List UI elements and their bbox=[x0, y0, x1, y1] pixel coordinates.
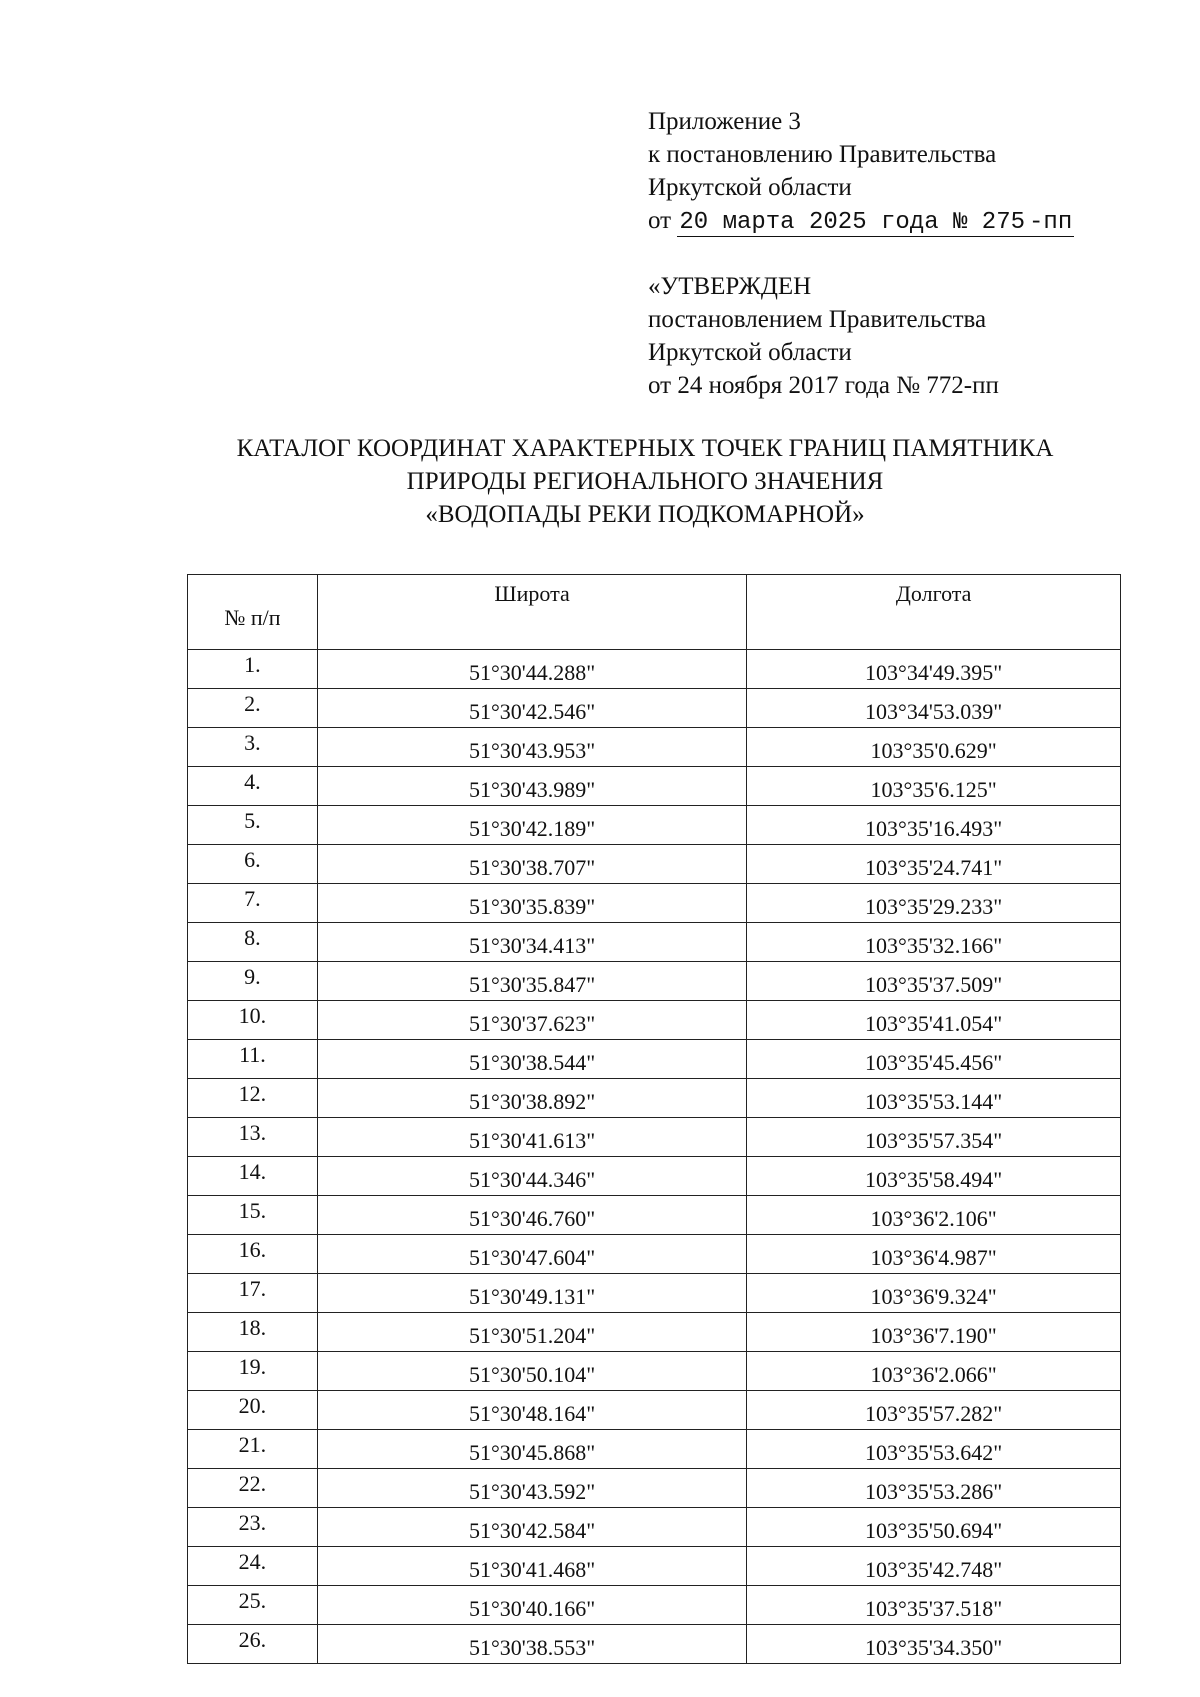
row-number: 17. bbox=[188, 1274, 318, 1313]
row-number: 12. bbox=[188, 1079, 318, 1118]
row-number: 10. bbox=[188, 1001, 318, 1040]
row-latitude: 51°30'42.546" bbox=[317, 689, 747, 728]
row-latitude: 51°30'37.623" bbox=[317, 1001, 747, 1040]
table-row bbox=[188, 1352, 1121, 1391]
row-latitude: 51°30'41.613" bbox=[317, 1118, 747, 1157]
row-longitude: 103°35'32.166" bbox=[747, 923, 1121, 962]
table-row bbox=[188, 806, 1121, 845]
row-latitude: 51°30'44.288" bbox=[317, 650, 747, 689]
title-line-2: ПРИРОДЫ РЕГИОНАЛЬНОГО ЗНАЧЕНИЯ bbox=[406, 468, 884, 495]
row-latitude: 51°30'42.584" bbox=[317, 1508, 747, 1547]
table-row bbox=[188, 1508, 1121, 1547]
row-number: 26. bbox=[188, 1625, 318, 1664]
approval-reference: постановлением Правительства bbox=[648, 306, 987, 333]
table-row bbox=[188, 1274, 1121, 1313]
table-row bbox=[188, 1625, 1121, 1664]
row-number: 16. bbox=[188, 1235, 318, 1274]
row-number: 6. bbox=[188, 845, 318, 884]
row-number: 11. bbox=[188, 1040, 318, 1079]
row-longitude: 103°36'4.987" bbox=[747, 1235, 1121, 1274]
table-row bbox=[188, 1430, 1121, 1469]
table-row bbox=[188, 1586, 1121, 1625]
row-longitude: 103°35'24.741" bbox=[747, 845, 1121, 884]
table-row bbox=[188, 650, 1121, 689]
row-longitude: 103°35'37.509" bbox=[747, 962, 1121, 1001]
table-row bbox=[188, 689, 1121, 728]
row-number: 1. bbox=[188, 650, 318, 689]
table-row bbox=[188, 1547, 1121, 1586]
table-row bbox=[188, 884, 1121, 923]
annex-date-line bbox=[648, 204, 1074, 239]
table-row bbox=[188, 1118, 1121, 1157]
approval-region: Иркутской области bbox=[648, 339, 852, 366]
row-number: 20. bbox=[188, 1391, 318, 1430]
annex-date-suffix: -пп bbox=[1029, 209, 1073, 236]
row-longitude: 103°35'45.456" bbox=[747, 1040, 1121, 1079]
row-latitude: 51°30'38.544" bbox=[317, 1040, 747, 1079]
title-line-1: КАТАЛОГ КООРДИНАТ ХАРАКТЕРНЫХ ТОЧЕК ГРАНИЦ ПАМЯТНИКА bbox=[236, 435, 1054, 462]
row-latitude: 51°30'44.346" bbox=[317, 1157, 747, 1196]
approval-date: от 24 ноября 2017 года № 772-пп bbox=[648, 372, 999, 399]
row-latitude: 51°30'46.760" bbox=[317, 1196, 747, 1235]
row-number: 15. bbox=[188, 1196, 318, 1235]
row-latitude: 51°30'43.989" bbox=[317, 767, 747, 806]
row-longitude: 103°35'57.354" bbox=[747, 1118, 1121, 1157]
row-latitude: 51°30'35.847" bbox=[317, 962, 747, 1001]
row-latitude: 51°30'43.953" bbox=[317, 728, 747, 767]
row-longitude: 103°35'41.054" bbox=[747, 1001, 1121, 1040]
row-longitude: 103°35'37.518" bbox=[747, 1586, 1121, 1625]
row-longitude: 103°35'53.286" bbox=[747, 1469, 1121, 1508]
approval-heading: «УТВЕРЖДЕН bbox=[648, 273, 812, 300]
row-longitude: 103°35'29.233" bbox=[747, 884, 1121, 923]
row-latitude: 51°30'38.707" bbox=[317, 845, 747, 884]
row-number: 9. bbox=[188, 962, 318, 1001]
header-latitude: Широта bbox=[317, 575, 747, 650]
row-longitude: 103°35'42.748" bbox=[747, 1547, 1121, 1586]
row-longitude: 103°35'16.493" bbox=[747, 806, 1121, 845]
row-number: 21. bbox=[188, 1430, 318, 1469]
row-number: 5. bbox=[188, 806, 318, 845]
table-row bbox=[188, 1079, 1121, 1118]
table-row bbox=[188, 1235, 1121, 1274]
annex-number: Приложение 3 bbox=[648, 108, 801, 135]
row-longitude: 103°35'58.494" bbox=[747, 1157, 1121, 1196]
table-row bbox=[188, 1313, 1121, 1352]
table-row bbox=[188, 923, 1121, 962]
table-row bbox=[188, 728, 1121, 767]
table-header-row bbox=[188, 575, 1121, 650]
row-longitude: 103°35'0.629" bbox=[747, 728, 1121, 767]
table-row bbox=[188, 962, 1121, 1001]
row-number: 13. bbox=[188, 1118, 318, 1157]
row-longitude: 103°35'53.144" bbox=[747, 1079, 1121, 1118]
row-longitude: 103°36'9.324" bbox=[747, 1274, 1121, 1313]
table-row bbox=[188, 1157, 1121, 1196]
row-latitude: 51°30'45.868" bbox=[317, 1430, 747, 1469]
table-body bbox=[188, 650, 1121, 1664]
table-row bbox=[188, 1040, 1121, 1079]
table-row bbox=[188, 1469, 1121, 1508]
row-latitude: 51°30'34.413" bbox=[317, 923, 747, 962]
annex-block bbox=[648, 105, 1074, 239]
row-longitude: 103°34'49.395" bbox=[747, 650, 1121, 689]
row-latitude: 51°30'38.553" bbox=[317, 1625, 747, 1664]
annex-date-typed: 20 марта 2025 года № 275 bbox=[679, 209, 1026, 236]
table-row bbox=[188, 1001, 1121, 1040]
row-latitude: 51°30'38.892" bbox=[317, 1079, 747, 1118]
row-longitude: 103°35'6.125" bbox=[747, 767, 1121, 806]
table-row bbox=[188, 1391, 1121, 1430]
row-number: 19. bbox=[188, 1352, 318, 1391]
row-number: 4. bbox=[188, 767, 318, 806]
title-line-3: «ВОДОПАДЫ РЕКИ ПОДКОМАРНОЙ» bbox=[425, 501, 865, 528]
table-row bbox=[188, 1196, 1121, 1235]
row-longitude: 103°36'7.190" bbox=[747, 1313, 1121, 1352]
annex-date-prefix: от bbox=[648, 207, 672, 234]
approval-block bbox=[648, 270, 999, 402]
row-number: 14. bbox=[188, 1157, 318, 1196]
row-latitude: 51°30'49.131" bbox=[317, 1274, 747, 1313]
annex-region: Иркутской области bbox=[648, 174, 852, 201]
row-longitude: 103°35'53.642" bbox=[747, 1430, 1121, 1469]
row-longitude: 103°36'2.106" bbox=[747, 1196, 1121, 1235]
row-latitude: 51°30'35.839" bbox=[317, 884, 747, 923]
table-row bbox=[188, 845, 1121, 884]
row-number: 18. bbox=[188, 1313, 318, 1352]
row-number: 23. bbox=[188, 1508, 318, 1547]
row-number: 2. bbox=[188, 689, 318, 728]
row-latitude: 51°30'50.104" bbox=[317, 1352, 747, 1391]
row-latitude: 51°30'48.164" bbox=[317, 1391, 747, 1430]
header-longitude: Долгота bbox=[747, 575, 1121, 650]
row-latitude: 51°30'41.468" bbox=[317, 1547, 747, 1586]
row-latitude: 51°30'51.204" bbox=[317, 1313, 747, 1352]
row-longitude: 103°35'34.350" bbox=[747, 1625, 1121, 1664]
header-number: № п/п bbox=[188, 575, 318, 650]
row-longitude: 103°35'50.694" bbox=[747, 1508, 1121, 1547]
document-title bbox=[150, 432, 1140, 531]
row-latitude: 51°30'40.166" bbox=[317, 1586, 747, 1625]
row-number: 24. bbox=[188, 1547, 318, 1586]
row-number: 7. bbox=[188, 884, 318, 923]
row-longitude: 103°35'57.282" bbox=[747, 1391, 1121, 1430]
row-latitude: 51°30'42.189" bbox=[317, 806, 747, 845]
coordinates-table bbox=[187, 574, 1121, 1664]
row-number: 8. bbox=[188, 923, 318, 962]
row-latitude: 51°30'43.592" bbox=[317, 1469, 747, 1508]
annex-reference: к постановлению Правительства bbox=[648, 141, 997, 168]
row-number: 25. bbox=[188, 1586, 318, 1625]
row-longitude: 103°36'2.066" bbox=[747, 1352, 1121, 1391]
row-longitude: 103°34'53.039" bbox=[747, 689, 1121, 728]
row-number: 22. bbox=[188, 1469, 318, 1508]
table-row bbox=[188, 767, 1121, 806]
row-number: 3. bbox=[188, 728, 318, 767]
row-latitude: 51°30'47.604" bbox=[317, 1235, 747, 1274]
